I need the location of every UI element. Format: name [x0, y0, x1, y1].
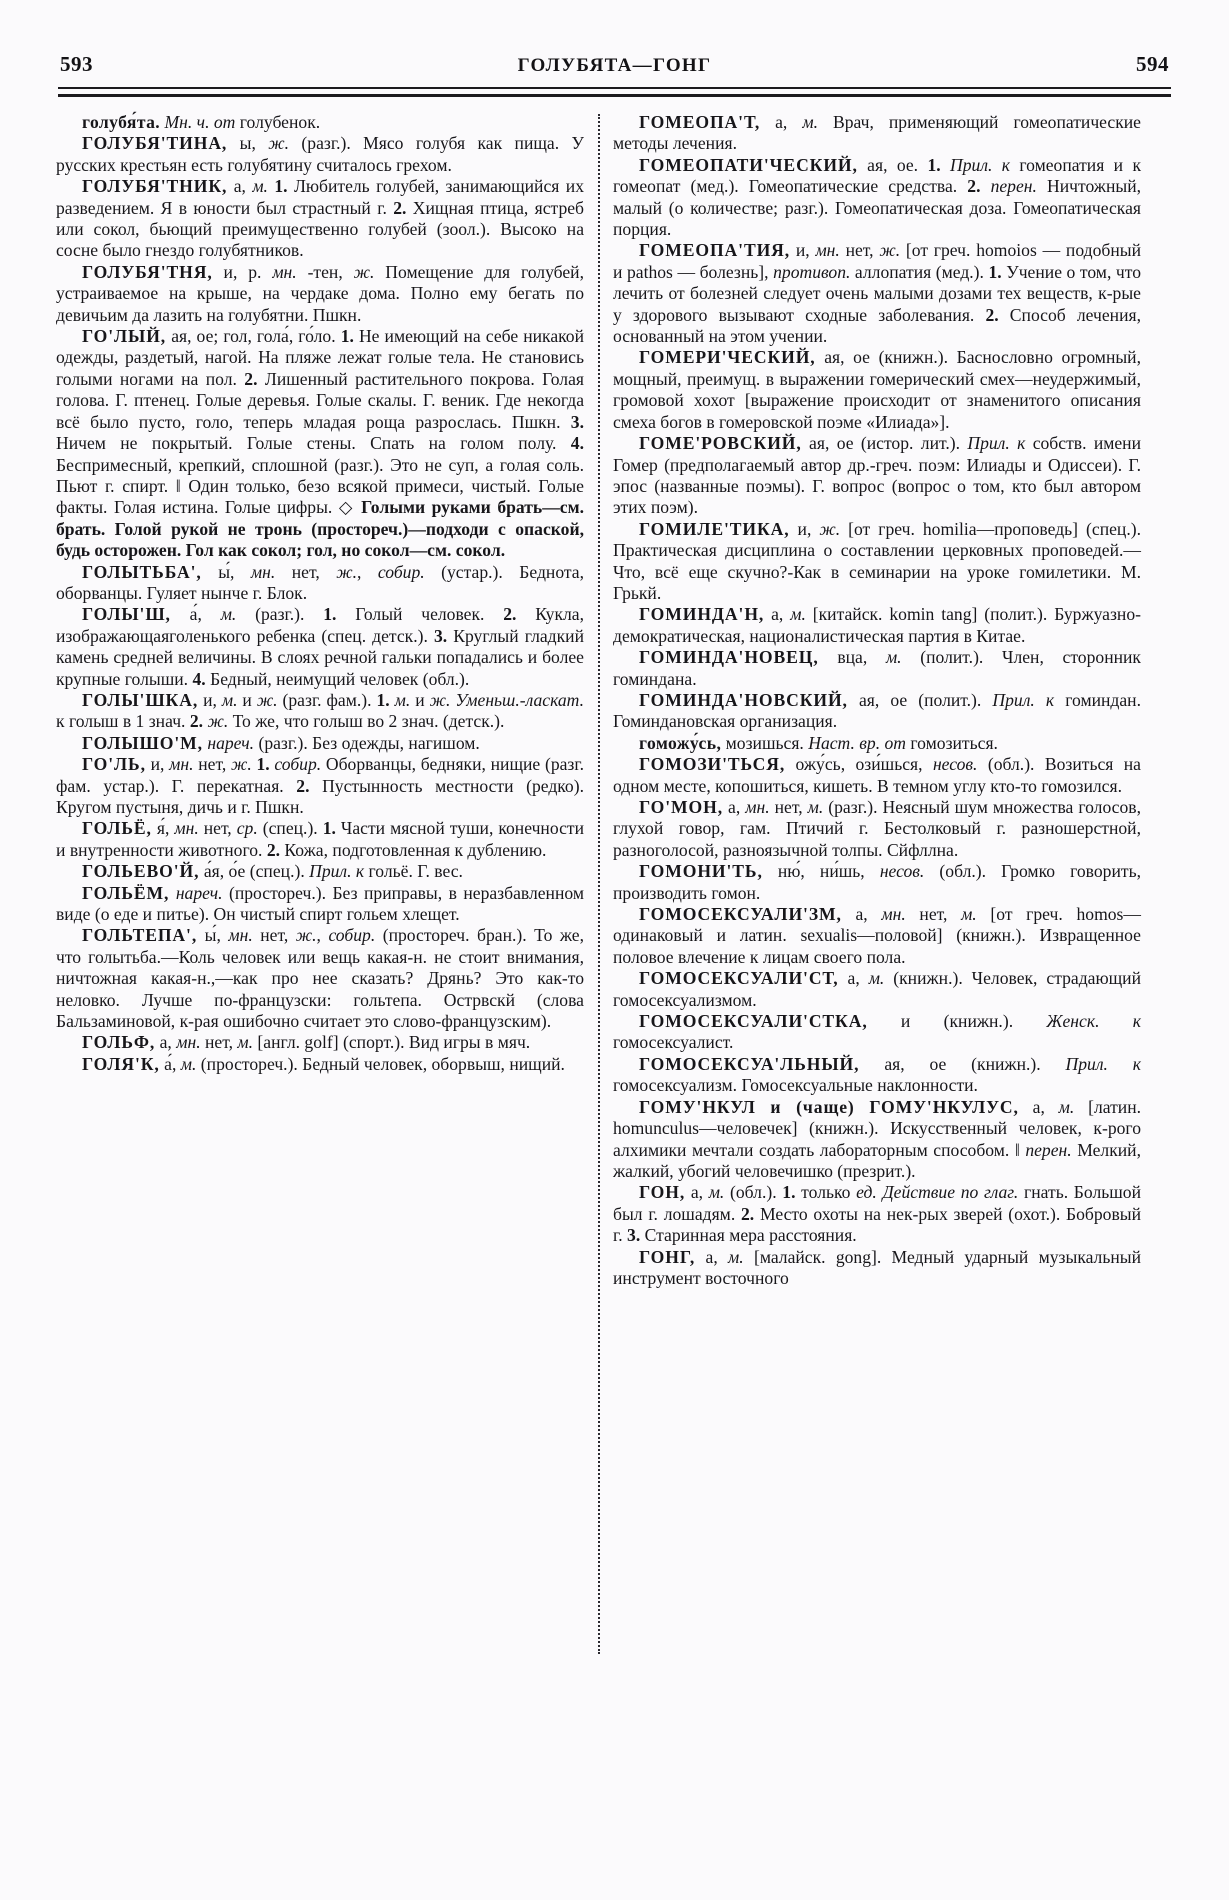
headword: ГОЛЬЁМ,: [82, 882, 170, 903]
entry-body: нареч. (простореч.). Без приправы, в неразбавленном виде (о еде и питье). Он чистый спирт гольем хлещет.: [56, 882, 584, 925]
headword: ГОЛУБЯ'ТНИК,: [82, 176, 228, 197]
entry-body: и, мн. нет, ж. [от греч. homoios — подобный и pathos — болезнь], противоп. аллопатия (мед.). 1. Учение о том, что лечить от болезней следует очень малыми дозами тех веществ, к-рые у здорового вызывают сходные заболевания. 2. Способ лечения, основанный на этом учении.: [613, 240, 1141, 347]
dictionary-entry: [613, 797, 1141, 861]
dictionary-entry: [56, 925, 584, 1032]
dictionary-entry: [613, 1247, 1141, 1290]
headword: ГОЛЫ'Ш,: [82, 604, 171, 625]
dictionary-entry: [613, 968, 1141, 1011]
headword: ГОМОНИ'ТЬ,: [639, 861, 763, 882]
dictionary-entry: [613, 733, 1141, 754]
entry-body: и, мн. нет, ж. 1. собир. Оборванцы, бедняки, нищие (разг. фам. устар.). Г. перекатная. 2. Пустынность местности (редко). Кругом пустыня, дичь и г. Пшкн.: [56, 754, 585, 817]
headword: ГО'ЛЫЙ,: [82, 326, 167, 347]
folio-left: 593: [60, 52, 93, 76]
dictionary-entry: [613, 647, 1141, 690]
dictionary-entry: [613, 112, 1141, 155]
dictionary-entry: [56, 883, 584, 926]
headword: ГО'МОН,: [639, 797, 724, 817]
page-header: [56, 52, 1173, 82]
entry-body: а, м. Врач, применяющий гомеопатические методы лечения.: [613, 112, 1141, 154]
dictionary-entry: [613, 1182, 1141, 1246]
entry-body: а, мн. нет, м. [от греч. homos—одинаковый и латин. sexualis—половой] (книжн.). Извращенное половое влечение к лицам своего пола.: [613, 904, 1141, 967]
dictionary-entry: [613, 1011, 1141, 1054]
headword: ГОН,: [639, 1182, 686, 1203]
entry-body: и, р. мн. -тен, ж. Помещение для голубей, устраиваемое на крыше, на чердаке дома. Полно ему бегать по девичьим да лазить на голубятни. Пшкн.: [56, 261, 584, 325]
entry-body: я́, мн. нет, ср. (спец.). 1. Части мясной туши, конечности и внутренности животного. 2. Кожа, подготовленная к дублению.: [56, 818, 584, 860]
dictionary-entry: [613, 604, 1141, 647]
headword: ГОЛЫТЬБА',: [82, 561, 202, 582]
dictionary-entry: [613, 861, 1141, 904]
headword: ГОМЕРИ'ЧЕСКИЙ,: [639, 347, 816, 368]
dictionary-entry: [56, 818, 584, 861]
entry-body: и, м. и ж. (разг. фам.). 1. м. и ж. Уменьш.-ласкат. к голыш в 1 знач. 2. ж. То же, что голыш во 2 знач. (детск.).: [56, 689, 584, 732]
headword: ГОЛЫШО'М,: [82, 732, 203, 753]
headword: ГОМОСЕКСУАЛИ'ЗМ,: [639, 904, 842, 925]
dictionary-entry: [56, 262, 584, 326]
entry-body: ню́, ни́шь, несов. (обл.). Громко говорить, производить гомон.: [613, 861, 1141, 903]
entry-body: мозишься. Наст. вр. от гомозиться.: [725, 732, 998, 753]
headword: ГОМОСЕКСУАЛИ'СТ,: [639, 968, 839, 989]
headword: ГОЛЫ'ШКА,: [82, 689, 199, 710]
dictionary-entry: [613, 754, 1141, 797]
headword: ГОМЕОПА'ТИЯ,: [639, 240, 791, 261]
dictionary-entry: [613, 904, 1141, 968]
entry-body: ая, ое (книжн.). Баснословно огромный, мощный, преимущ. в выражении гомерический смех—неудержимый, громовой хохот [выражение происходит от знаменитого описания смеха богов в гомеровской поэме «Илиада»].: [613, 347, 1141, 432]
dictionary-entry: [56, 133, 584, 176]
entry-body: ая, ое (книжн.). Прил. к гомосексуализм. Гомосексуальные наклонности.: [613, 1053, 1142, 1096]
headword: ГОМИНДА'НОВСКИЙ,: [639, 689, 848, 710]
idiom-section: ◇ Голыми руками брать—см. брать. Голой рукой не тронь (простореч.)—подходи с опаской, будь осторожен. Гол как сокол; гол, но сокол—см. сокол.: [56, 497, 584, 561]
entry-body: а́, м. (простореч.). Бедный человек, оборвыш, нищий.: [164, 1053, 565, 1074]
entry-body: ожу́сь, ози́шься, несов. (обл.). Возиться на одном месте, копошиться, кишеть. В темном углу кто-то гомозился.: [613, 754, 1141, 796]
dictionary-entry: [56, 1054, 584, 1075]
headword: ГО'ЛЬ,: [82, 754, 146, 775]
dictionary-entry: [613, 433, 1141, 519]
entry-body: а́я, о́е (спец.). Прил. к гольё. Г. вес.: [203, 861, 463, 882]
entry-body: и (книжн.). Женск. к гомосексуалист.: [613, 1011, 1141, 1053]
dictionary-entry: [56, 112, 584, 133]
entry-body: а, мн. нет, м. [англ. golf] (спорт.). Вид игры в мяч.: [159, 1032, 531, 1053]
dictionary-entry: [56, 604, 584, 690]
entry-body: вца, м. (полит.). Член, сторонник гоминдана.: [613, 647, 1141, 689]
entry-body: нареч. (разг.). Без одежды, нагишом.: [207, 732, 480, 753]
entry-body: а, мн. нет, м. (разг.). Неясный шум множества голосов, глухой говор, гам. Птичий г. Бестолковый г. разношерстной, разноголосой, разноязычной толпы. Сйфллна.: [613, 797, 1141, 860]
left-column: [56, 112, 584, 1872]
dictionary-entry: [613, 1054, 1141, 1097]
headword: ГОМОСЕКСУАЛИ'СТКА,: [639, 1011, 868, 1032]
column-divider: [598, 114, 600, 1654]
headword: ГОМИЛЕ'ТИКА,: [639, 518, 790, 539]
entry-body: а, м. [латин. homunculus—человечек] (книжн.). Искусственный человек, к-рого алхимики мечтали создать лабораторным способом. ‖ перен. Мелкий, жалкий, убогий человечишко (презрит.).: [613, 1096, 1142, 1181]
dictionary-entry: [56, 326, 584, 561]
entry-body: ая, ое (истор. лит.). Прил. к собств. имени Гомер (предполагаемый автор др.-греч. поэм: Илиады и Одиссеи). Г. эпос (названные поэмы). Г. вопрос (вопрос о том, кто был автором этих поэм).: [613, 433, 1142, 518]
dictionary-entry: [56, 176, 584, 262]
dictionary-entry: [56, 733, 584, 754]
dictionary-entry: [613, 155, 1141, 241]
column-container: [56, 112, 1173, 1872]
dictionary-entry: [613, 347, 1141, 433]
headword: ГОМОСЕКСУА'ЛЬНЫЙ,: [639, 1053, 860, 1074]
entry-body: ы́, мн. нет, ж., собир. (простореч. бран.). То же, что голытьба.—Коль человек или вещь какая-н. не стоит внимания, ничтожная какая-н.,—как про нее сказать? Дрянь? Это как-то неловко. Лучше по-французски: гольтепа. Острвскй (слова Бальзаминовой, к-рая ошибочно считает это слово-французским).: [56, 925, 585, 1032]
dictionary-entry: [613, 1097, 1141, 1183]
entry-body: а, м. [малайск. gong]. Медный ударный музыкальный инструмент восточного: [613, 1246, 1142, 1288]
dictionary-entry: [56, 754, 584, 818]
column-gutter: [584, 112, 613, 1872]
dictionary-entry: [56, 562, 584, 605]
entry-body: а, м. [китайск. komin tang] (полит.). Буржуазно-демократическая, националистическая партия в Китае.: [613, 604, 1142, 646]
headword: ГОЛУБЯ'ТИНА,: [82, 133, 228, 154]
headword: ГОМОЗИ'ТЬСЯ,: [639, 754, 786, 775]
header-rule: [58, 87, 1171, 97]
dictionary-entry: [56, 861, 584, 882]
entry-body: а, м. (обл.). 1. только ед. Действие по глаг. гнать. Большой был г. лошадям. 2. Место охоты на нек-рых зверей (охот.). Бобровый г. 3. Старинная мера расстояния.: [613, 1182, 1142, 1246]
dictionary-entry: [613, 240, 1141, 347]
headword: ГОМЕОПАТИ'ЧЕСКИЙ,: [639, 154, 858, 175]
headword: ГОЛЬЕВО'Й,: [82, 861, 200, 882]
folio-right: 594: [1136, 52, 1169, 76]
dictionary-entry: [56, 690, 584, 733]
entry-body: Мн. ч. от голубенок.: [164, 112, 321, 132]
running-head: ГОЛУБЯТА—ГОНГ: [517, 55, 712, 76]
entry-body: а, м. (книжн.). Человек, страдающий гомосексуализмом.: [613, 968, 1141, 1010]
entry-body: а, м. 1. Любитель голубей, занимающийся их разведением. Я в юности был страстный г. 2. Хищная птица, ястреб или сокол, бьющий преимущественно голубей (зоол.). Высоко на сосне было гнездо голубятников.: [56, 176, 584, 261]
headword: ГОЛЬФ,: [82, 1032, 156, 1053]
headword: ГОЛЬЁ,: [82, 818, 152, 839]
entry-body: ы, ж. (разг.). Мясо голубя как пища. У русских крестьян есть голубятину считалось грехом.: [56, 133, 584, 175]
headword: ГОЛЯ'К,: [82, 1053, 160, 1074]
headword: гоможу́сь,: [639, 732, 722, 753]
headword: ГОМУ'НКУЛ и (чаще) ГОМУ'НКУЛУС,: [639, 1096, 1019, 1117]
headword: ГОЛЬТЕПА',: [82, 925, 198, 946]
headword: ГОМЕОПА'Т,: [639, 112, 761, 132]
dictionary-entry: [56, 1032, 584, 1053]
right-column: [613, 112, 1141, 1872]
entry-body: ая, ое (полит.). Прил. к гоминдан. Гоминдановская организация.: [613, 689, 1141, 732]
headword: ГОНГ,: [639, 1246, 696, 1267]
dictionary-entry: [613, 690, 1141, 733]
headword: ГОМЕ'РОВСКИЙ,: [639, 433, 802, 454]
headword: ГОЛУБЯ'ТНЯ,: [82, 261, 213, 282]
headword: голубя́та.: [82, 112, 161, 132]
entry-body: ы́, мн. нет, ж., собир. (устар.). Беднота, оборванцы. Гуляет нынче г. Блок.: [56, 561, 584, 603]
headword: ГОМИНДА'Н,: [639, 604, 765, 625]
entry-body: а́, м. (разг.). 1. Голый человек. 2. Кукла, изображающаяголенького ребенка (спец. детск.). 3. Круглый гладкий камень средней величины. В слоях речной гальки попадались и более крупные голыши. 4. Бедный, неимущий человек (обл.).: [56, 604, 584, 689]
entry-body: ая, ое. 1. Прил. к гомеопатия и к гомеопат (мед.). Гомеопатические средства. 2. перен. Ничтожный, малый (о количестве; разг.). Гомеопатическая доза. Гомеопатическая порция.: [613, 154, 1142, 240]
dictionary-entry: [613, 519, 1141, 605]
headword: ГОМИНДА'НОВЕЦ,: [639, 647, 819, 668]
entry-body: и, ж. [от греч. homilia—проповедь] (спец.). Практическая дисциплина о составлении церковных проповедей.—Что, всё еще скучно?-Как в семинарии на уроке гомилетики. М. Грькй.: [613, 518, 1141, 603]
entry-body: ая, ое; гол, гола́, го́ло. 1. Не имеющий на себе никакой одежды, раздетый, нагой. На пляже лежат голые тела. Не становись голыми ногами на пол. 2. Лишенный растительного покрова. Голая голова. Г. птенец. Голые деревья. Голые скалы. Г. веник. Где некогда всё было пусто, голо, теперь младая роща разрослась. Пшкн. 3. Ничем не покрытый. Голые стены. Спать на голом полу. 4. Беспримесный, крепкий, сплошной (разг.). Это не суп, а голая соль. Пьют г. спирт. ‖ Один только, безо всякой примеси, чистый. Голые факты. Голая истина. Голые цифры.: [56, 326, 585, 518]
